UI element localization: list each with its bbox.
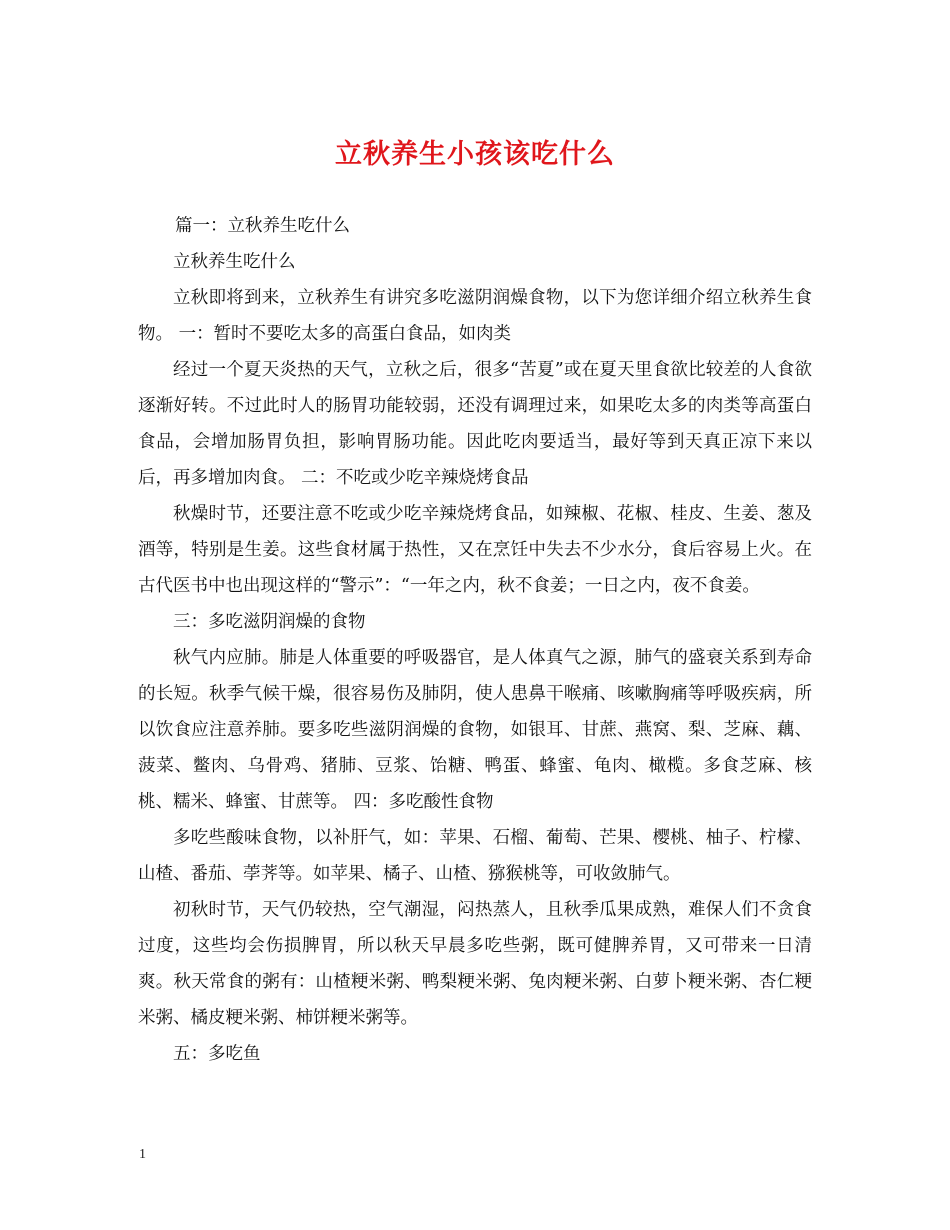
page-number: 1 [139,1147,146,1162]
section-heading-1: 篇一：立秋养生吃什么 [175,216,350,236]
paragraph: 经过一个夏天炎热的天气，立秋之后，很多“苦夏”或在夏天里食欲比较差的人食欲逐渐好转。不过此时人的肠胃功能较弱，还没有调理过来，如果吃太多的肉类等高蛋白食品，会增加肠胃负担，影响胃肠功能。因此吃肉要适当，最好等到天真正凉下来以后，再多增加肉食。 二：不吃或少吃辛辣烧烤食品 [138,360,812,488]
paragraph: 三：多吃滋阴润燥的食物 [173,612,366,632]
document-body [0,208,950,1072]
paragraph: 秋燥时节，还要注意不吃或少吃辛辣烧烤食品，如辣椒、花椒、桂皮、生姜、葱及酒等，特别是生姜。这些食材属于热性，又在烹饪中失去不少水分，食后容易上火。在古代医书中也出现这样的“警示”：“一年之内，秋不食姜；一日之内，夜不食姜。 [138,504,812,596]
paragraph: 多吃些酸味食物，以补肝气，如：苹果、石榴、葡萄、芒果、樱桃、柚子、柠檬、山楂、番茄、荸荠等。如苹果、橘子、山楂、猕猴桃等，可收敛肺气。 [138,828,812,884]
paragraph: 初秋时节，天气仍较热，空气潮湿，闷热蒸人，且秋季瓜果成熟，难保人们不贪食过度，这些均会伤损脾胃，所以秋天早晨多吃些粥，既可健脾养胃，又可带来一日清爽。秋天常食的粥有：山楂粳米粥、鸭梨粳米粥、兔肉粳米粥、白萝卜粳米粥、杏仁粳米粥、橘皮粳米粥、柿饼粳米粥等。 [138,900,812,1028]
paragraph: 五：多吃鱼 [173,1044,261,1064]
paragraph: 立秋即将到来，立秋养生有讲究多吃滋阴润燥食物，以下为您详细介绍立秋养生食物。 一：暂时不要吃太多的高蛋白食品，如肉类 [138,288,812,344]
paragraph: 秋气内应肺。肺是人体重要的呼吸器官，是人体真气之源，肺气的盛衰关系到寿命的长短。秋季气候干燥，很容易伤及肺阴，使人患鼻干喉痛、咳嗽胸痛等呼吸疾病，所以饮食应注意养肺。要多吃些滋阴润燥的食物，如银耳、甘蔗、燕窝、梨、芝麻、藕、菠菜、鳖肉、乌骨鸡、猪肺、豆浆、饴糖、鸭蛋、蜂蜜、龟肉、橄榄。多食芝麻、核桃、糯米、蜂蜜、甘蔗等。 四：多吃酸性食物 [138,648,812,812]
document-title: 立秋养生小孩该吃什么 [335,139,615,170]
paragraph: 立秋养生吃什么 [173,252,296,272]
